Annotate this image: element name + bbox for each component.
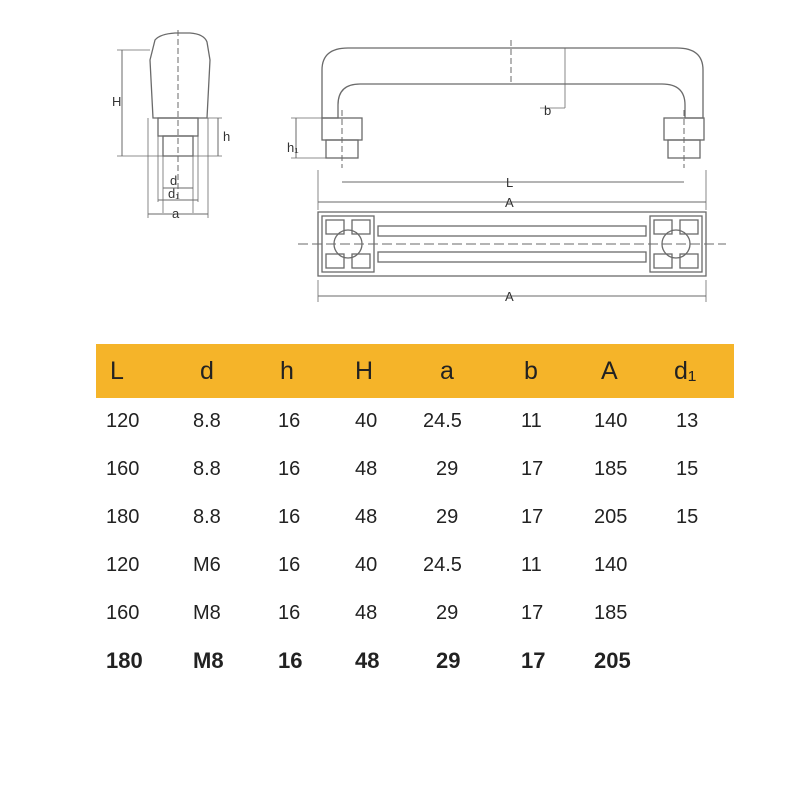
table-cell: M6 bbox=[193, 554, 221, 576]
col-header-H: H bbox=[355, 357, 374, 385]
table-cell: 185 bbox=[594, 602, 628, 624]
table-cell: 17 bbox=[521, 648, 546, 673]
table-cell: 15 bbox=[676, 458, 699, 480]
table-cell: 16 bbox=[278, 648, 303, 673]
front-view bbox=[291, 40, 706, 210]
table-cell: M8 bbox=[193, 648, 224, 673]
table-cell: 160 bbox=[106, 458, 140, 480]
col-header-d1: d₁ bbox=[674, 357, 697, 385]
table-cell: 120 bbox=[106, 410, 140, 432]
table-cell: 40 bbox=[355, 554, 378, 576]
table-cell: 29 bbox=[436, 458, 459, 480]
col-header-a: a bbox=[440, 357, 454, 385]
table-cell: 29 bbox=[436, 506, 459, 528]
table-cell: 16 bbox=[278, 602, 301, 624]
col-header-b: b bbox=[524, 357, 538, 385]
label-A-bottom: A bbox=[505, 289, 514, 304]
table-cell: 29 bbox=[436, 648, 461, 673]
table-cell: 11 bbox=[521, 554, 542, 576]
table-cell: 16 bbox=[278, 458, 301, 480]
table-cell: 140 bbox=[594, 410, 628, 432]
table-cell: M8 bbox=[193, 602, 221, 624]
table-cell: 120 bbox=[106, 554, 140, 576]
table-cell: 24.5 bbox=[423, 410, 462, 432]
table-cell: 205 bbox=[594, 506, 628, 528]
table-cell: 8.8 bbox=[193, 410, 221, 432]
table-row bbox=[96, 494, 734, 542]
table-cell: 140 bbox=[594, 554, 628, 576]
table-cell: 17 bbox=[521, 506, 544, 528]
table-cell: 160 bbox=[106, 602, 140, 624]
table-cell: 48 bbox=[355, 648, 380, 673]
col-header-d: d bbox=[200, 357, 214, 385]
table-cell: 48 bbox=[355, 506, 378, 528]
label-a: a bbox=[172, 206, 180, 221]
table-cell: 15 bbox=[676, 506, 699, 528]
label-h: h bbox=[223, 129, 231, 144]
table-cell: 11 bbox=[521, 410, 542, 432]
table-cell: 180 bbox=[106, 506, 140, 528]
label-H: H bbox=[112, 94, 122, 109]
table-cell: 13 bbox=[676, 410, 699, 432]
table-cell: 29 bbox=[436, 602, 459, 624]
label-A-top: A bbox=[505, 195, 514, 210]
table-cell: 205 bbox=[594, 648, 631, 673]
table-row bbox=[96, 446, 734, 494]
technical-drawing bbox=[0, 0, 800, 330]
table-cell: 16 bbox=[278, 554, 301, 576]
table-cell: 40 bbox=[355, 410, 378, 432]
col-header-A: A bbox=[601, 357, 618, 385]
table-cell: 24.5 bbox=[423, 554, 462, 576]
label-d1: d₁ bbox=[168, 186, 180, 201]
table-row bbox=[96, 398, 734, 446]
table-cell: 16 bbox=[278, 410, 301, 432]
col-header-h: h bbox=[280, 357, 294, 385]
table-cell: 48 bbox=[355, 458, 378, 480]
label-b: b bbox=[544, 103, 552, 118]
table-row bbox=[96, 638, 734, 686]
table-cell: 16 bbox=[278, 506, 301, 528]
label-d: d bbox=[170, 173, 178, 188]
label-L: L bbox=[506, 175, 514, 190]
spec-table bbox=[96, 344, 734, 686]
table-cell: 17 bbox=[521, 602, 544, 624]
table-row bbox=[96, 542, 734, 590]
table-cell: 17 bbox=[521, 458, 544, 480]
label-h1: h₁ bbox=[287, 140, 299, 155]
table-row bbox=[96, 590, 734, 638]
table-header bbox=[96, 344, 734, 398]
table-cell: 8.8 bbox=[193, 458, 221, 480]
table-cell: 48 bbox=[355, 602, 378, 624]
table-cell: 185 bbox=[594, 458, 628, 480]
col-header-L: L bbox=[110, 357, 124, 385]
table-cell: 8.8 bbox=[193, 506, 221, 528]
table-cell: 180 bbox=[106, 648, 143, 673]
